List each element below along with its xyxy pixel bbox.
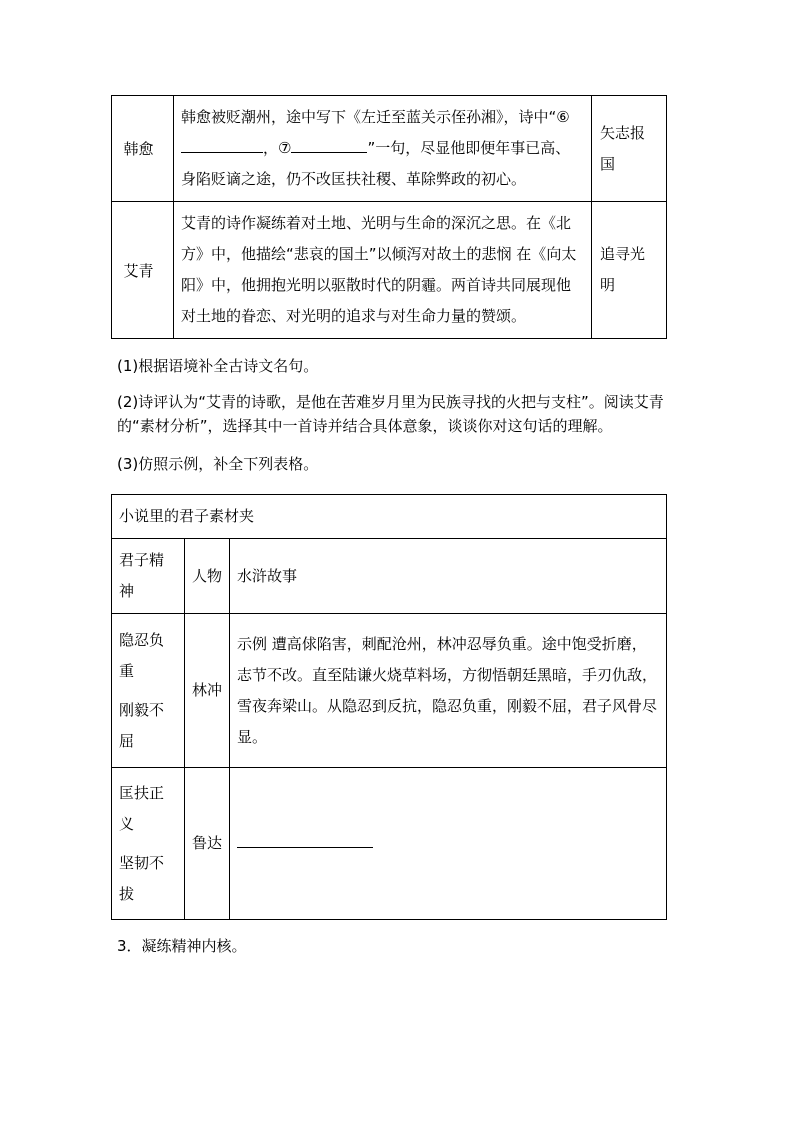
poet-analysis-cell <box>174 96 592 202</box>
story-answer-cell <box>230 768 667 920</box>
analysis-text: 韩愈被贬潮州，途中写下《左迁至蓝关示侄孙湘》，诗中“⑥ <box>181 108 570 126</box>
fill-blank-6[interactable] <box>181 152 263 153</box>
poet-name-cell: 艾青 <box>112 202 174 339</box>
answer-blank[interactable] <box>237 831 373 848</box>
header-person: 人物 <box>185 539 230 614</box>
story-cell: 示例 遭高俅陷害，刺配沧州，林冲忍辱负重。途中饱受折磨，志节不改。直至陆谦火烧草料场，方彻悟朝廷黑暗，手刃仇敌，雪夜奔梁山。从隐忍到反抗，隐忍负重，刚毅不屈，君子风骨尽显。 <box>230 614 667 768</box>
question-2: (2)诗评认为“艾青的诗歌，是他在苦难岁月里为民族寻找的火把与支柱”。阅读艾青的“素材分析”，选择其中一首诗并结合具体意象，谈谈你对这句话的理解。 <box>117 393 664 435</box>
fill-blank-7[interactable] <box>291 152 367 153</box>
table-title-row <box>112 495 667 539</box>
table-row <box>112 768 667 920</box>
poet-theme-cell: 追寻光明 <box>592 202 667 339</box>
spirit-cell <box>112 768 185 920</box>
table-header-row <box>112 539 667 614</box>
poet-theme-cell: 矢志报国 <box>592 96 667 202</box>
spirit-cell <box>112 614 185 768</box>
table-title: 小说里的君子素材夹 <box>112 495 667 539</box>
spirit-text: 刚毅不屈 <box>119 700 165 750</box>
person-cell: 鲁达 <box>185 768 230 920</box>
header-spirit: 君子精神 <box>112 539 185 614</box>
person-cell: 林冲 <box>185 614 230 768</box>
poet-analysis-cell: 艾青的诗作凝练着对土地、光明与生命的深沉之思。在《北方》中，他描绘“悲哀的国土”以倾泻对故土的悲悯 在《向太阳》中，他拥抱光明以驱散时代的阴霾。两首诗共同展现他对土地的眷恋、对光明的追求与对生命力量的赞颂。 <box>174 202 592 339</box>
poet-name-cell: 韩愈 <box>112 96 174 202</box>
table-row <box>112 96 667 202</box>
spirit-text: 坚韧不拔 <box>119 853 165 903</box>
junzi-material-table <box>111 494 667 920</box>
table-row <box>112 202 667 339</box>
analysis-text: ，⑦ <box>263 139 292 157</box>
section-heading: 3．凝练精神内核。 <box>117 937 247 955</box>
poet-material-table <box>111 95 667 339</box>
spirit-text: 隐忍负重 <box>119 630 165 680</box>
header-story: 水浒故事 <box>230 539 667 614</box>
table-row <box>112 614 667 768</box>
question-1: (1)根据语境补全古诗文名句。 <box>117 357 319 375</box>
analysis-text: ”一句，尽显他即便年事已高、身陷贬谪之途，仍不改匡扶社稷、革除弊政的初心。 <box>181 139 571 188</box>
question-3: (3)仿照示例，补全下列表格。 <box>117 455 319 473</box>
spirit-text: 匡扶正义 <box>119 783 165 833</box>
